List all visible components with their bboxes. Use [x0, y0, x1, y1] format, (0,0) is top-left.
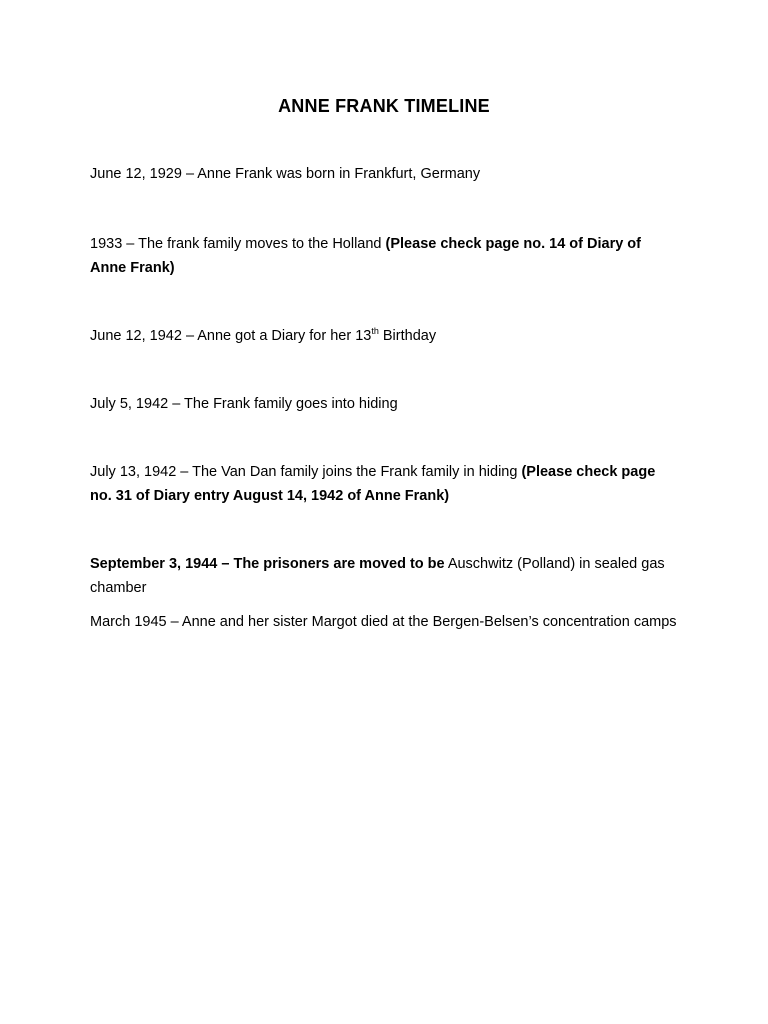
entry-note: (Please check page no. 31 of Diary entry August 14, 1942 of Anne Frank) — [90, 464, 656, 504]
entry-text: 1933 – The frank family moves to the Holland — [90, 236, 386, 252]
timeline-entry-1942-diary — [90, 324, 680, 348]
entry-text: June 12, 1929 – Anne Frank was born in Frankfurt, Germany — [90, 166, 481, 182]
timeline-entry-1942-van-dan — [90, 460, 680, 508]
entry-text-end: Birthday — [378, 328, 437, 344]
entry-note: (Please check page no. 14 of Diary of Anne Frank) — [90, 236, 641, 276]
entry-text: July 5, 1942 – The Frank family goes into hiding — [90, 396, 398, 412]
timeline-entry-1945 — [90, 610, 680, 634]
entry-text: Auschwitz (Polland) in sealed gas chamber — [90, 556, 665, 596]
ordinal-suffix: th — [371, 326, 379, 337]
timeline-entry-1929 — [90, 162, 680, 186]
timeline-entry-1944 — [90, 552, 680, 600]
document-title: ANNE FRANK TIMELINE — [278, 96, 490, 116]
timeline-entry-1942-hiding — [90, 392, 680, 416]
entry-text: March 1945 – Anne and her sister Margot died at the Bergen-Belsen’s concentration camps — [90, 614, 677, 630]
entry-text-bold: September 3, 1944 – The prisoners are moved to be — [90, 556, 445, 572]
entry-text: July 13, 1942 – The Van Dan family joins the Frank family in hiding — [90, 464, 522, 480]
timeline-entry-1933 — [90, 232, 680, 280]
entry-text: June 12, 1942 – Anne got a Diary for her 13 — [90, 328, 372, 344]
